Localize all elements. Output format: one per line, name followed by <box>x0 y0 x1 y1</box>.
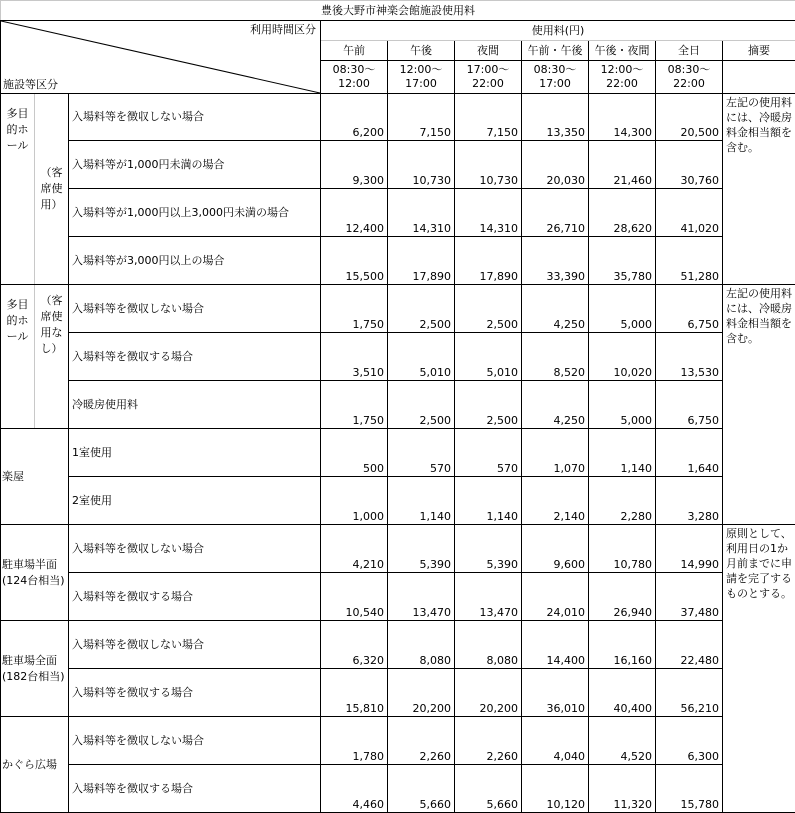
time-division-label: 利用時間区分 <box>250 23 316 37</box>
table-row <box>1 285 795 333</box>
fee-value: 8,080 <box>455 621 522 669</box>
fee-value: 13,530 <box>656 333 723 381</box>
fee-value: 14,400 <box>522 621 589 669</box>
fee-value: 5,660 <box>388 765 455 813</box>
fee-value: 9,300 <box>321 141 388 189</box>
table-row <box>1 669 795 717</box>
fee-value: 1,640 <box>656 429 723 477</box>
fee-value: 15,810 <box>321 669 388 717</box>
category-label: 多目的ホール <box>1 285 35 429</box>
item-label: 2室使用 <box>69 477 321 525</box>
item-label: 入場料等を徴収しない場合 <box>69 621 321 669</box>
fee-value: 17,890 <box>455 237 522 285</box>
fee-value: 4,520 <box>589 717 656 765</box>
fee-value: 40,400 <box>589 669 656 717</box>
table-title: 豊後大野市神楽会館施設使用料 <box>1 1 795 21</box>
col-header-full-day: 全日 <box>656 41 723 61</box>
fee-value: 24,010 <box>522 573 589 621</box>
fee-value: 570 <box>455 429 522 477</box>
fee-value: 30,760 <box>656 141 723 189</box>
col-header-afternoon-night: 午後・夜間 <box>589 41 656 61</box>
fee-value: 3,510 <box>321 333 388 381</box>
header-diagonal-cell <box>1 21 321 94</box>
fee-value: 15,780 <box>656 765 723 813</box>
table-row <box>1 189 795 237</box>
fee-value: 1,750 <box>321 381 388 429</box>
category-label: 駐車場半面(124台相当) <box>1 525 69 621</box>
fee-value: 22,480 <box>656 621 723 669</box>
col-header-morning: 午前 <box>321 41 388 61</box>
fee-value: 10,020 <box>589 333 656 381</box>
fee-value: 4,040 <box>522 717 589 765</box>
fee-value: 1,140 <box>589 429 656 477</box>
item-label: 入場料等を徴収する場合 <box>69 573 321 621</box>
fee-value: 5,660 <box>455 765 522 813</box>
fee-value: 20,500 <box>656 94 723 141</box>
fee-value: 20,200 <box>455 669 522 717</box>
item-label: 入場料等を徴収しない場合 <box>69 717 321 765</box>
fee-value: 14,990 <box>656 525 723 573</box>
fee-value: 1,070 <box>522 429 589 477</box>
category-label: 駐車場全面(182台相当) <box>1 621 69 717</box>
fee-value: 5,390 <box>388 525 455 573</box>
fee-value: 10,730 <box>388 141 455 189</box>
fee-value: 6,750 <box>656 381 723 429</box>
fee-value: 6,200 <box>321 94 388 141</box>
fee-value: 33,390 <box>522 237 589 285</box>
fee-value: 26,710 <box>522 189 589 237</box>
fee-value: 5,000 <box>589 285 656 333</box>
fee-value: 4,250 <box>522 285 589 333</box>
item-label: 冷暖房使用料 <box>69 381 321 429</box>
fee-value: 11,320 <box>589 765 656 813</box>
fee-value: 14,310 <box>455 189 522 237</box>
fee-value: 41,020 <box>656 189 723 237</box>
fee-value: 14,300 <box>589 94 656 141</box>
fee-value: 8,520 <box>522 333 589 381</box>
table-row <box>1 237 795 285</box>
subcategory-label: （客席使用なし） <box>35 285 69 429</box>
note-cell: 原則として、利用日の1か月前までに申請を完了するものとする。 <box>723 525 795 813</box>
table-row <box>1 765 795 813</box>
fee-value: 5,390 <box>455 525 522 573</box>
category-label: 楽屋 <box>1 429 69 525</box>
fee-value: 36,010 <box>522 669 589 717</box>
item-label: 入場料等を徴収する場合 <box>69 333 321 381</box>
time-range-afternoon-night: 12:00～ 22:00 <box>589 61 656 94</box>
item-label: 入場料等を徴収する場合 <box>69 669 321 717</box>
col-header-night: 夜間 <box>455 41 522 61</box>
time-range-full-day: 08:30～ 22:00 <box>656 61 723 94</box>
fee-value: 1,140 <box>388 477 455 525</box>
fee-value: 56,210 <box>656 669 723 717</box>
table-row <box>1 573 795 621</box>
fee-value: 16,160 <box>589 621 656 669</box>
fee-value: 13,470 <box>388 573 455 621</box>
fee-value: 570 <box>388 429 455 477</box>
fee-value: 17,890 <box>388 237 455 285</box>
time-range-morning-afternoon: 08:30～ 17:00 <box>522 61 589 94</box>
fee-value: 6,300 <box>656 717 723 765</box>
fee-value: 21,460 <box>589 141 656 189</box>
fee-value: 7,150 <box>455 94 522 141</box>
fee-value: 10,540 <box>321 573 388 621</box>
fee-value: 4,460 <box>321 765 388 813</box>
table-row <box>1 621 795 669</box>
fee-value: 5,000 <box>589 381 656 429</box>
table-row <box>1 381 795 429</box>
fee-value: 20,200 <box>388 669 455 717</box>
fee-value: 37,480 <box>656 573 723 621</box>
fee-value: 14,310 <box>388 189 455 237</box>
fee-value: 8,080 <box>388 621 455 669</box>
table-row <box>1 333 795 381</box>
fee-value: 1,750 <box>321 285 388 333</box>
table-row <box>1 141 795 189</box>
table-row <box>1 525 795 573</box>
category-label: かぐら広場 <box>1 717 69 813</box>
table-row <box>1 429 795 477</box>
col-header-afternoon: 午後 <box>388 41 455 61</box>
fee-value: 1,780 <box>321 717 388 765</box>
fee-value: 9,600 <box>522 525 589 573</box>
fee-value: 500 <box>321 429 388 477</box>
fee-value: 1,140 <box>455 477 522 525</box>
fee-value: 5,010 <box>455 333 522 381</box>
item-label: 入場料等を徴収する場合 <box>69 765 321 813</box>
fee-value: 35,780 <box>589 237 656 285</box>
fee-value: 13,470 <box>455 573 522 621</box>
item-label: 入場料等が1,000円以上3,000円未満の場合 <box>69 189 321 237</box>
item-label: 入場料等を徴収しない場合 <box>69 94 321 141</box>
fee-value: 2,280 <box>589 477 656 525</box>
fee-value: 2,500 <box>455 381 522 429</box>
note-cell: 左記の使用料には、冷暖房料金相当額を含む。 <box>723 285 795 525</box>
table-row <box>1 717 795 765</box>
fee-header: 使用料(円) <box>321 21 795 41</box>
fee-value: 6,750 <box>656 285 723 333</box>
fee-value: 10,120 <box>522 765 589 813</box>
facility-division-label: 施設等区分 <box>3 78 58 92</box>
fee-value: 2,260 <box>455 717 522 765</box>
category-label: 多目的ホール <box>1 94 35 285</box>
fee-value: 2,260 <box>388 717 455 765</box>
note-cell: 左記の使用料には、冷暖房料金相当額を含む。 <box>723 94 795 285</box>
fee-value: 3,280 <box>656 477 723 525</box>
item-label: 入場料等が1,000円未満の場合 <box>69 141 321 189</box>
fee-value: 6,320 <box>321 621 388 669</box>
fee-value: 4,250 <box>522 381 589 429</box>
fee-value: 12,400 <box>321 189 388 237</box>
time-range-afternoon: 12:00～ 17:00 <box>388 61 455 94</box>
fee-value: 2,500 <box>388 381 455 429</box>
col-header-morning-afternoon: 午前・午後 <box>522 41 589 61</box>
fee-value: 10,780 <box>589 525 656 573</box>
fee-value: 26,940 <box>589 573 656 621</box>
time-range-morning: 08:30～ 12:00 <box>321 61 388 94</box>
fee-value: 28,620 <box>589 189 656 237</box>
item-label: 入場料等が3,000円以上の場合 <box>69 237 321 285</box>
fee-value: 2,500 <box>388 285 455 333</box>
fee-value: 7,150 <box>388 94 455 141</box>
item-label: 入場料等を徴収しない場合 <box>69 285 321 333</box>
fee-value: 1,000 <box>321 477 388 525</box>
fee-value: 15,500 <box>321 237 388 285</box>
note-header-empty <box>723 61 795 94</box>
table-row <box>1 477 795 525</box>
fee-value: 2,140 <box>522 477 589 525</box>
col-header-note: 摘要 <box>723 41 795 61</box>
fee-value: 2,500 <box>455 285 522 333</box>
fee-value: 4,210 <box>321 525 388 573</box>
fee-value: 5,010 <box>388 333 455 381</box>
subcategory-label: （客席使用） <box>35 94 69 285</box>
fee-value: 13,350 <box>522 94 589 141</box>
fee-value: 51,280 <box>656 237 723 285</box>
table-row <box>1 94 795 141</box>
fee-value: 10,730 <box>455 141 522 189</box>
item-label: 入場料等を徴収しない場合 <box>69 525 321 573</box>
item-label: 1室使用 <box>69 429 321 477</box>
fee-value: 20,030 <box>522 141 589 189</box>
time-range-night: 17:00～ 22:00 <box>455 61 522 94</box>
